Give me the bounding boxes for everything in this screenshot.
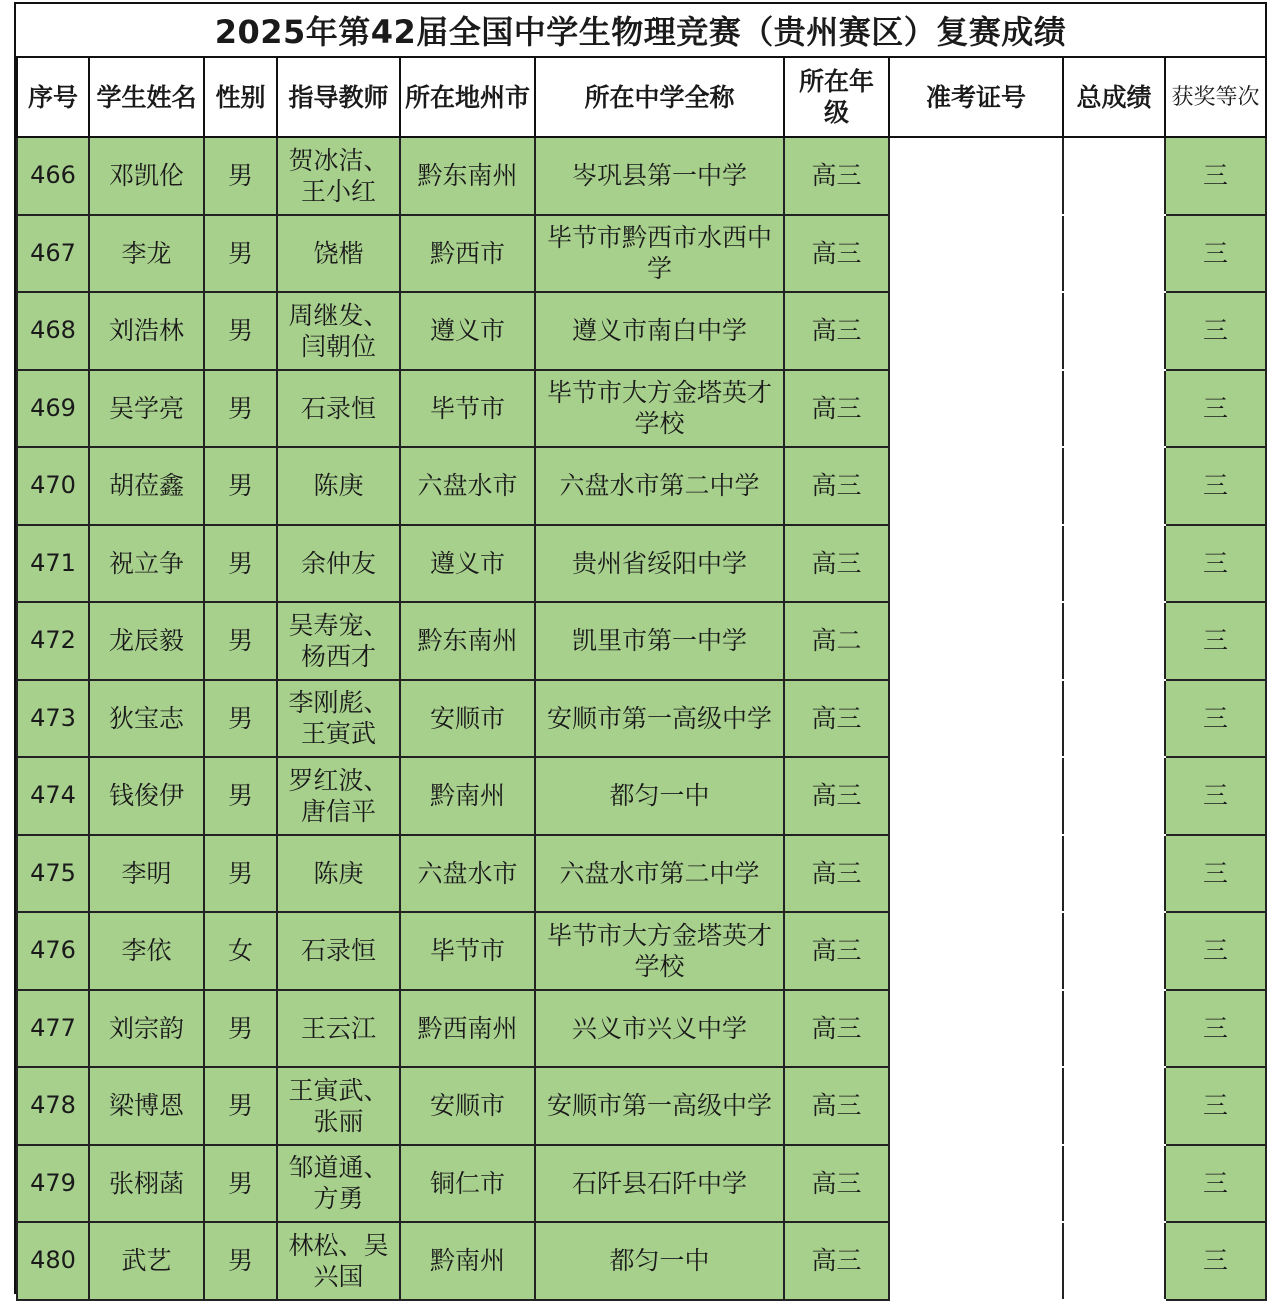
cell-teacher: 周继发、闫朝位 [277, 292, 400, 370]
header-teacher: 指导教师 [277, 57, 400, 137]
cell-grade: 高三 [784, 447, 889, 525]
cell-grade: 高三 [784, 912, 889, 990]
cell-gender: 男 [204, 447, 277, 525]
table-row [17, 990, 1266, 1068]
table-row [17, 1222, 1266, 1300]
cell-no: 470 [17, 447, 89, 525]
cell-no: 473 [17, 680, 89, 758]
cell-region: 黔西南州 [400, 990, 535, 1068]
cell-name: 梁博恩 [89, 1067, 204, 1145]
cell-score [1063, 602, 1165, 680]
table-row [17, 292, 1266, 370]
cell-grade: 高三 [784, 680, 889, 758]
cell-name: 李明 [89, 835, 204, 913]
header-award: 获奖等次 [1165, 57, 1266, 137]
cell-teacher: 罗红波、唐信平 [277, 757, 400, 835]
cell-teacher: 陈庚 [277, 835, 400, 913]
cell-school: 安顺市第一高级中学 [535, 680, 784, 758]
table-body [17, 137, 1266, 1300]
table-row [17, 1067, 1266, 1145]
cell-grade: 高三 [784, 525, 889, 603]
cell-grade: 高三 [784, 292, 889, 370]
cell-region: 黔西市 [400, 215, 535, 293]
cell-award: 三 [1165, 1067, 1266, 1145]
cell-gender: 男 [204, 1145, 277, 1223]
cell-award: 三 [1165, 602, 1266, 680]
cell-teacher: 邹道通、方勇 [277, 1145, 400, 1223]
cell-exam-id [889, 447, 1063, 525]
cell-no: 466 [17, 137, 89, 215]
cell-school: 毕节市黔西市水西中学 [535, 215, 784, 293]
cell-school: 都匀一中 [535, 1222, 784, 1300]
cell-award: 三 [1165, 525, 1266, 603]
cell-region: 黔南州 [400, 1222, 535, 1300]
cell-score [1063, 292, 1165, 370]
cell-grade: 高三 [784, 370, 889, 448]
cell-name: 祝立争 [89, 525, 204, 603]
cell-grade: 高三 [784, 1145, 889, 1223]
cell-exam-id [889, 525, 1063, 603]
cell-school: 贵州省绥阳中学 [535, 525, 784, 603]
cell-school: 石阡县石阡中学 [535, 1145, 784, 1223]
cell-exam-id [889, 370, 1063, 448]
cell-name: 李龙 [89, 215, 204, 293]
cell-region: 遵义市 [400, 292, 535, 370]
cell-no: 477 [17, 990, 89, 1068]
cell-name: 胡莅鑫 [89, 447, 204, 525]
cell-school: 毕节市大方金塔英才学校 [535, 912, 784, 990]
cell-score [1063, 447, 1165, 525]
cell-score [1063, 912, 1165, 990]
cell-award: 三 [1165, 912, 1266, 990]
header-exam-id: 准考证号 [889, 57, 1063, 137]
table-row [17, 680, 1266, 758]
cell-award: 三 [1165, 137, 1266, 215]
table-row [17, 835, 1266, 913]
cell-school: 遵义市南白中学 [535, 292, 784, 370]
cell-teacher: 饶楷 [277, 215, 400, 293]
cell-exam-id [889, 990, 1063, 1068]
cell-no: 469 [17, 370, 89, 448]
cell-grade: 高三 [784, 215, 889, 293]
cell-region: 六盘水市 [400, 835, 535, 913]
cell-exam-id [889, 757, 1063, 835]
header-grade: 所在年级 [784, 57, 889, 137]
header-school: 所在中学全称 [535, 57, 784, 137]
cell-award: 三 [1165, 215, 1266, 293]
cell-exam-id [889, 215, 1063, 293]
results-sheet [14, 2, 1267, 1294]
header-gender: 性别 [204, 57, 277, 137]
cell-exam-id [889, 1145, 1063, 1223]
cell-gender: 男 [204, 525, 277, 603]
cell-gender: 男 [204, 680, 277, 758]
cell-score [1063, 990, 1165, 1068]
cell-gender: 男 [204, 757, 277, 835]
cell-name: 吴学亮 [89, 370, 204, 448]
cell-school: 都匀一中 [535, 757, 784, 835]
cell-award: 三 [1165, 757, 1266, 835]
cell-no: 468 [17, 292, 89, 370]
cell-exam-id [889, 137, 1063, 215]
cell-exam-id [889, 912, 1063, 990]
table-row [17, 215, 1266, 293]
cell-region: 毕节市 [400, 912, 535, 990]
cell-teacher: 王云江 [277, 990, 400, 1068]
cell-score [1063, 680, 1165, 758]
cell-award: 三 [1165, 680, 1266, 758]
cell-gender: 男 [204, 1222, 277, 1300]
table-row [17, 137, 1266, 215]
cell-region: 黔东南州 [400, 137, 535, 215]
cell-grade: 高三 [784, 990, 889, 1068]
cell-award: 三 [1165, 447, 1266, 525]
cell-teacher: 林松、吴兴国 [277, 1222, 400, 1300]
cell-gender: 女 [204, 912, 277, 990]
cell-school: 六盘水市第二中学 [535, 835, 784, 913]
cell-region: 遵义市 [400, 525, 535, 603]
cell-school: 兴义市兴义中学 [535, 990, 784, 1068]
cell-score [1063, 757, 1165, 835]
cell-name: 李依 [89, 912, 204, 990]
cell-exam-id [889, 680, 1063, 758]
cell-exam-id [889, 602, 1063, 680]
cell-award: 三 [1165, 370, 1266, 448]
cell-gender: 男 [204, 137, 277, 215]
table-row [17, 1145, 1266, 1223]
cell-name: 武艺 [89, 1222, 204, 1300]
cell-region: 黔东南州 [400, 602, 535, 680]
cell-exam-id [889, 835, 1063, 913]
table-row [17, 370, 1266, 448]
table-row [17, 525, 1266, 603]
cell-grade: 高三 [784, 757, 889, 835]
cell-name: 刘浩林 [89, 292, 204, 370]
cell-gender: 男 [204, 370, 277, 448]
cell-teacher: 吴寿宠、杨西才 [277, 602, 400, 680]
cell-name: 龙辰毅 [89, 602, 204, 680]
cell-name: 邓凯伦 [89, 137, 204, 215]
cell-grade: 高三 [784, 1067, 889, 1145]
cell-no: 479 [17, 1145, 89, 1223]
cell-teacher: 石录恒 [277, 370, 400, 448]
cell-school: 凯里市第一中学 [535, 602, 784, 680]
cell-score [1063, 370, 1165, 448]
cell-score [1063, 1145, 1165, 1223]
cell-score [1063, 1222, 1165, 1300]
cell-region: 铜仁市 [400, 1145, 535, 1223]
cell-school: 安顺市第一高级中学 [535, 1067, 784, 1145]
cell-award: 三 [1165, 292, 1266, 370]
cell-gender: 男 [204, 835, 277, 913]
sheet-title: 2025年第42届全国中学生物理竞赛（贵州赛区）复赛成绩 [16, 4, 1265, 58]
cell-name: 钱俊伊 [89, 757, 204, 835]
cell-name: 张栩菡 [89, 1145, 204, 1223]
cell-award: 三 [1165, 1145, 1266, 1223]
cell-exam-id [889, 292, 1063, 370]
cell-award: 三 [1165, 990, 1266, 1068]
cell-gender: 男 [204, 215, 277, 293]
cell-grade: 高三 [784, 835, 889, 913]
table-row [17, 757, 1266, 835]
cell-no: 471 [17, 525, 89, 603]
cell-grade: 高三 [784, 1222, 889, 1300]
header-no: 序号 [17, 57, 89, 137]
cell-score [1063, 137, 1165, 215]
cell-teacher: 陈庚 [277, 447, 400, 525]
table-row [17, 602, 1266, 680]
cell-score [1063, 215, 1165, 293]
cell-teacher: 王寅武、张丽 [277, 1067, 400, 1145]
cell-no: 467 [17, 215, 89, 293]
cell-school: 六盘水市第二中学 [535, 447, 784, 525]
cell-no: 476 [17, 912, 89, 990]
header-score: 总成绩 [1063, 57, 1165, 137]
table-row [17, 447, 1266, 525]
cell-no: 474 [17, 757, 89, 835]
cell-region: 安顺市 [400, 1067, 535, 1145]
cell-name: 刘宗韵 [89, 990, 204, 1068]
header-region: 所在地州市 [400, 57, 535, 137]
cell-exam-id [889, 1222, 1063, 1300]
cell-school: 岑巩县第一中学 [535, 137, 784, 215]
cell-name: 狄宝志 [89, 680, 204, 758]
cell-no: 480 [17, 1222, 89, 1300]
table-row [17, 912, 1266, 990]
cell-gender: 男 [204, 1067, 277, 1145]
header-row [17, 57, 1266, 137]
cell-no: 472 [17, 602, 89, 680]
cell-no: 475 [17, 835, 89, 913]
cell-region: 安顺市 [400, 680, 535, 758]
cell-teacher: 石录恒 [277, 912, 400, 990]
cell-region: 黔南州 [400, 757, 535, 835]
cell-no: 478 [17, 1067, 89, 1145]
cell-region: 毕节市 [400, 370, 535, 448]
cell-score [1063, 525, 1165, 603]
header-name: 学生姓名 [89, 57, 204, 137]
cell-score [1063, 835, 1165, 913]
cell-gender: 男 [204, 292, 277, 370]
cell-teacher: 李刚彪、王寅武 [277, 680, 400, 758]
cell-teacher: 贺冰洁、王小红 [277, 137, 400, 215]
results-table [16, 56, 1267, 1301]
cell-gender: 男 [204, 990, 277, 1068]
cell-grade: 高三 [784, 137, 889, 215]
cell-exam-id [889, 1067, 1063, 1145]
cell-award: 三 [1165, 1222, 1266, 1300]
cell-school: 毕节市大方金塔英才学校 [535, 370, 784, 448]
cell-score [1063, 1067, 1165, 1145]
cell-award: 三 [1165, 835, 1266, 913]
cell-region: 六盘水市 [400, 447, 535, 525]
cell-grade: 高二 [784, 602, 889, 680]
cell-gender: 男 [204, 602, 277, 680]
cell-teacher: 余仲友 [277, 525, 400, 603]
